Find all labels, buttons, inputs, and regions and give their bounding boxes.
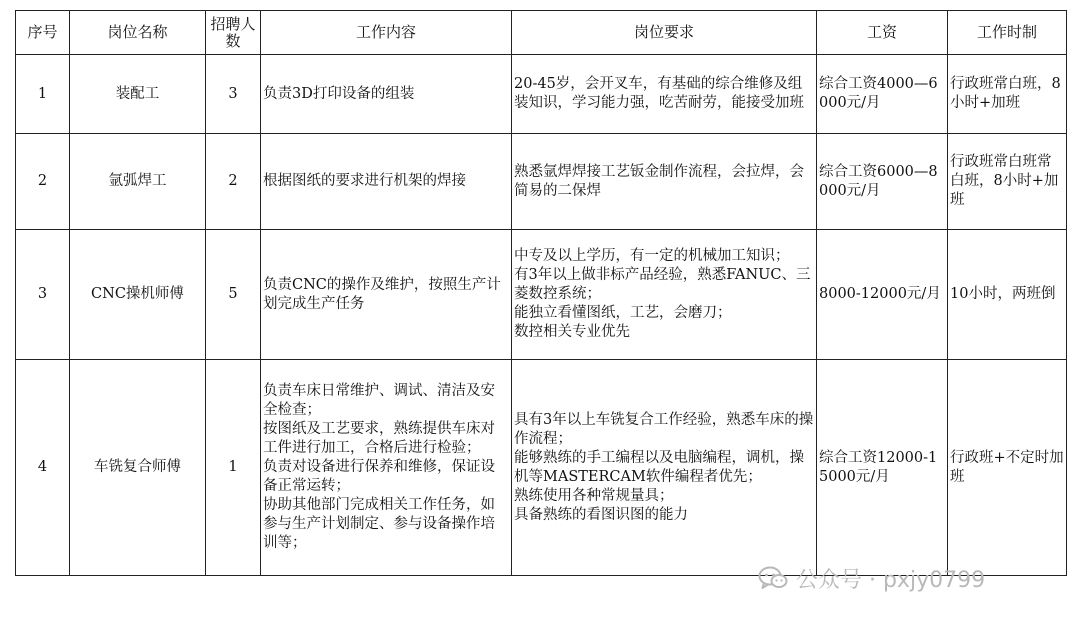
header-position: 岗位名称: [70, 11, 206, 55]
row-salary: 综合工资6000—8000元/月: [817, 134, 948, 230]
content-line: 负责3D打印设备的组装: [263, 85, 415, 102]
row-index: 3: [16, 230, 70, 360]
watermark-text: 公众号 · pxjy0799: [796, 567, 986, 593]
row-position: 氩弧焊工: [70, 134, 206, 230]
watermark: [758, 562, 985, 594]
header-schedule: 工作时制: [948, 11, 1067, 55]
requirement-line: 具备熟练的看图识图的能力: [514, 506, 688, 523]
row-requirements: [512, 55, 817, 134]
job-table: [15, 10, 1067, 576]
content-line: 协助其他部门完成相关工作任务，如参与生产计划制定、参与设备操作培训等；: [263, 497, 495, 551]
row-requirements: [512, 230, 817, 360]
requirement-line: 熟练使用各种常规量具；: [514, 487, 674, 504]
wechat-icon: [758, 565, 788, 591]
row-position: 装配工: [70, 55, 206, 134]
table-row: [16, 55, 1067, 134]
row-content: [261, 360, 512, 576]
requirement-line: 数控相关专业优先: [514, 324, 630, 340]
row-requirements: [512, 134, 817, 230]
row-index: 2: [16, 134, 70, 230]
header-salary: 工资: [817, 11, 948, 55]
row-position: CNC操机师傅: [70, 230, 206, 360]
content-line: 负责对设备进行保养和维修，保证设备正常运转；: [263, 459, 495, 494]
requirement-line: 能独立看懂图纸，工艺，会磨刀；: [514, 305, 732, 321]
row-requirements: [512, 360, 817, 576]
content-line: 负责CNC的操作及维护，按照生产计划完成生产任务: [263, 276, 501, 312]
row-schedule: 10小时，两班倒: [948, 230, 1067, 360]
content-line: 负责车床日常维护、调试、清洁及安全检查；: [263, 383, 495, 418]
row-schedule: 行政班常白班，8小时+加班: [948, 55, 1067, 134]
header-count: 招聘人数: [206, 11, 261, 55]
row-content: [261, 134, 512, 230]
row-count: 1: [206, 360, 261, 576]
table-header-row: [16, 11, 1067, 55]
requirement-line: 熟悉氩焊焊接工艺钣金制作流程，会拉焊，会简易的二保焊: [514, 163, 804, 199]
requirement-line: 具有3年以上车铣复合工作经验，熟悉车床的操作流程；: [514, 411, 814, 447]
row-salary: 综合工资12000-15000元/月: [817, 360, 948, 576]
requirement-line: 能够熟练的手工编程以及电脑编程，调机，操机等MASTERCAM软件编程者优先；: [514, 449, 804, 485]
requirement-line: 20-45岁，会开叉车，有基础的综合维修及组装知识，学习能力强，吃苦耐劳，能接受加班: [514, 76, 804, 111]
row-content: [261, 230, 512, 360]
row-schedule: 行政班+不定时加班: [948, 360, 1067, 576]
row-position: 车铣复合师傅: [70, 360, 206, 576]
table-row: [16, 134, 1067, 230]
row-salary: 8000-12000元/月: [817, 230, 948, 360]
requirement-line: 有3年以上做非标产品经验，熟悉FANUC、三菱数控系统；: [514, 267, 811, 302]
row-salary: 综合工资4000—6000元/月: [817, 55, 948, 134]
row-schedule: 行政班常白班常白班，8小时+加班: [948, 134, 1067, 230]
row-index: 1: [16, 55, 70, 134]
requirement-line: 中专及以上学历，有一定的机械加工知识；: [514, 248, 790, 264]
row-count: 3: [206, 55, 261, 134]
header-index: 序号: [16, 11, 70, 55]
row-count: 5: [206, 230, 261, 360]
row-index: 4: [16, 360, 70, 576]
table-row: [16, 230, 1067, 360]
header-content: 工作内容: [261, 11, 512, 55]
header-requirements: 岗位要求: [512, 11, 817, 55]
row-count: 2: [206, 134, 261, 230]
content-line: 根据图纸的要求进行机架的焊接: [263, 173, 466, 189]
content-line: 按图纸及工艺要求，熟练提供车床对工件进行加工，合格后进行检验；: [263, 421, 495, 456]
table-row: [16, 360, 1067, 576]
row-content: [261, 55, 512, 134]
